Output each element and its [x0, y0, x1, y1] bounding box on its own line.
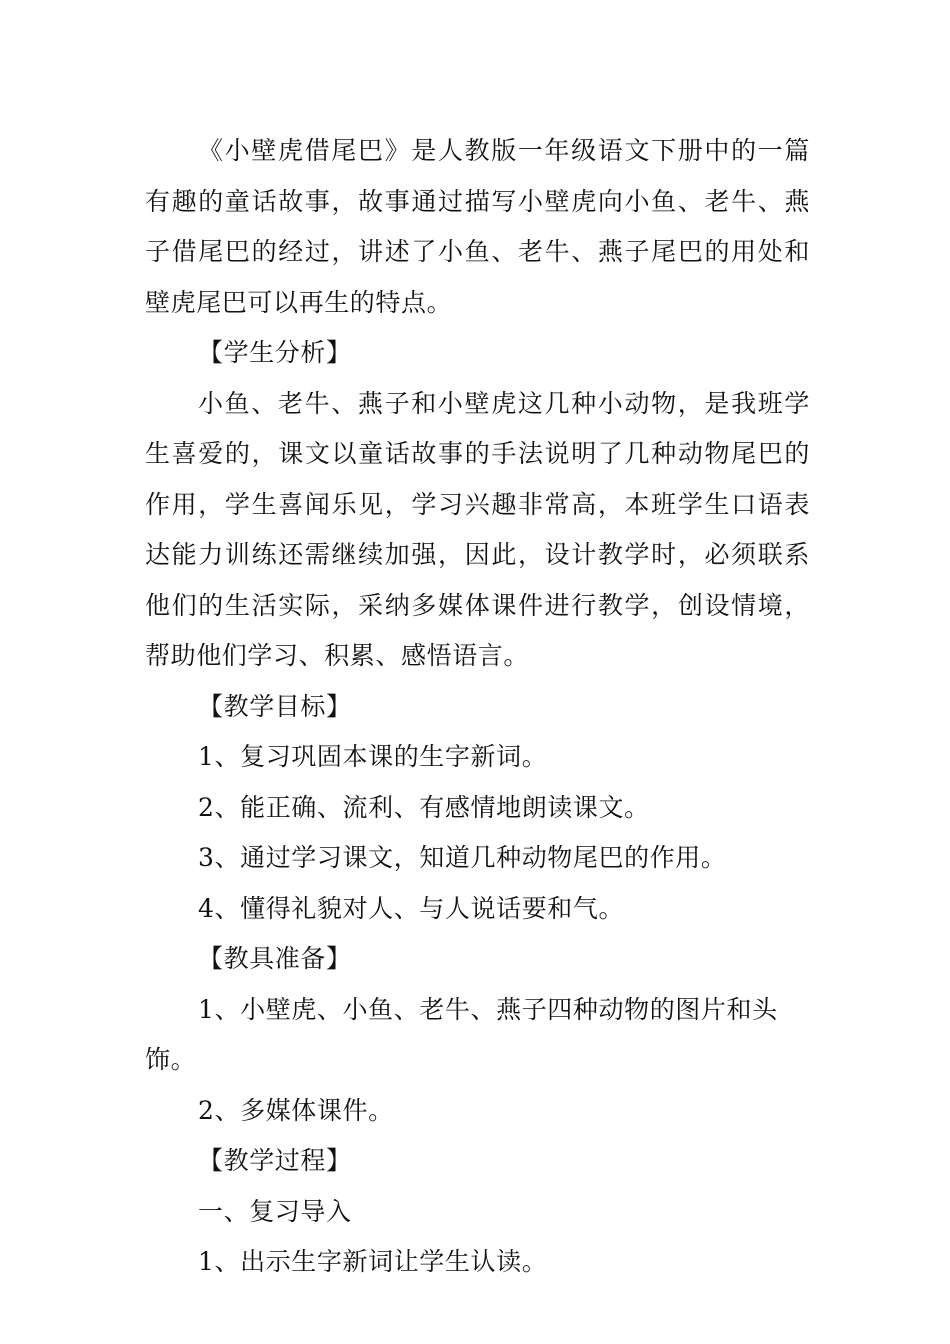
- student-analysis-heading: 【学生分析】: [198, 338, 352, 367]
- teaching-goal-item: 2、能正确、流利、有感情地朗读课文。: [198, 792, 650, 822]
- teaching-aids-heading: 【教具准备】: [198, 944, 352, 973]
- student-analysis-paragraph: 小鱼、老牛、燕子和小壁虎这几种小动物，是我班学生喜爱的，课文以童话故事的手法说明了几种动物尾巴的作用，学生喜闻乐见，学习兴趣非常高，本班学生口语表达能力训练还需继续加强，因此，设计教学时，必须联系他们的生活实际，采纳多媒体课件进行教学，创设情境，帮助他们学习、积累、感悟语言。: [145, 388, 810, 670]
- teaching-process-item: 1、出示生字新词让学生认读。: [198, 1247, 548, 1276]
- document-body: [145, 126, 810, 1288]
- teaching-goal-item: 1、复习巩固本课的生字新词。: [198, 742, 548, 771]
- teaching-goal-item: 3、通过学习课文，知道几种动物尾巴的作用。: [198, 843, 727, 872]
- teaching-goals-heading: 【教学目标】: [198, 691, 352, 721]
- intro-paragraph: 《小壁虎借尾巴》是人教版一年级语文下册中的一篇有趣的童话故事，故事通过描写小壁虎向小鱼、老牛、燕子借尾巴的经过，讲述了小鱼、老牛、燕子尾巴的用处和壁虎尾巴可以再生的特点。: [145, 136, 810, 317]
- teaching-aid-item: 1、小壁虎、小鱼、老牛、燕子四种动物的图片和头饰。: [145, 994, 778, 1074]
- teaching-process-item: 一、复习导入: [198, 1196, 352, 1226]
- teaching-aid-item: 2、多媒体课件。: [198, 1095, 394, 1125]
- teaching-goal-item: 4、懂得礼貌对人、与人说话要和气。: [198, 893, 625, 923]
- teaching-process-heading: 【教学过程】: [198, 1146, 352, 1175]
